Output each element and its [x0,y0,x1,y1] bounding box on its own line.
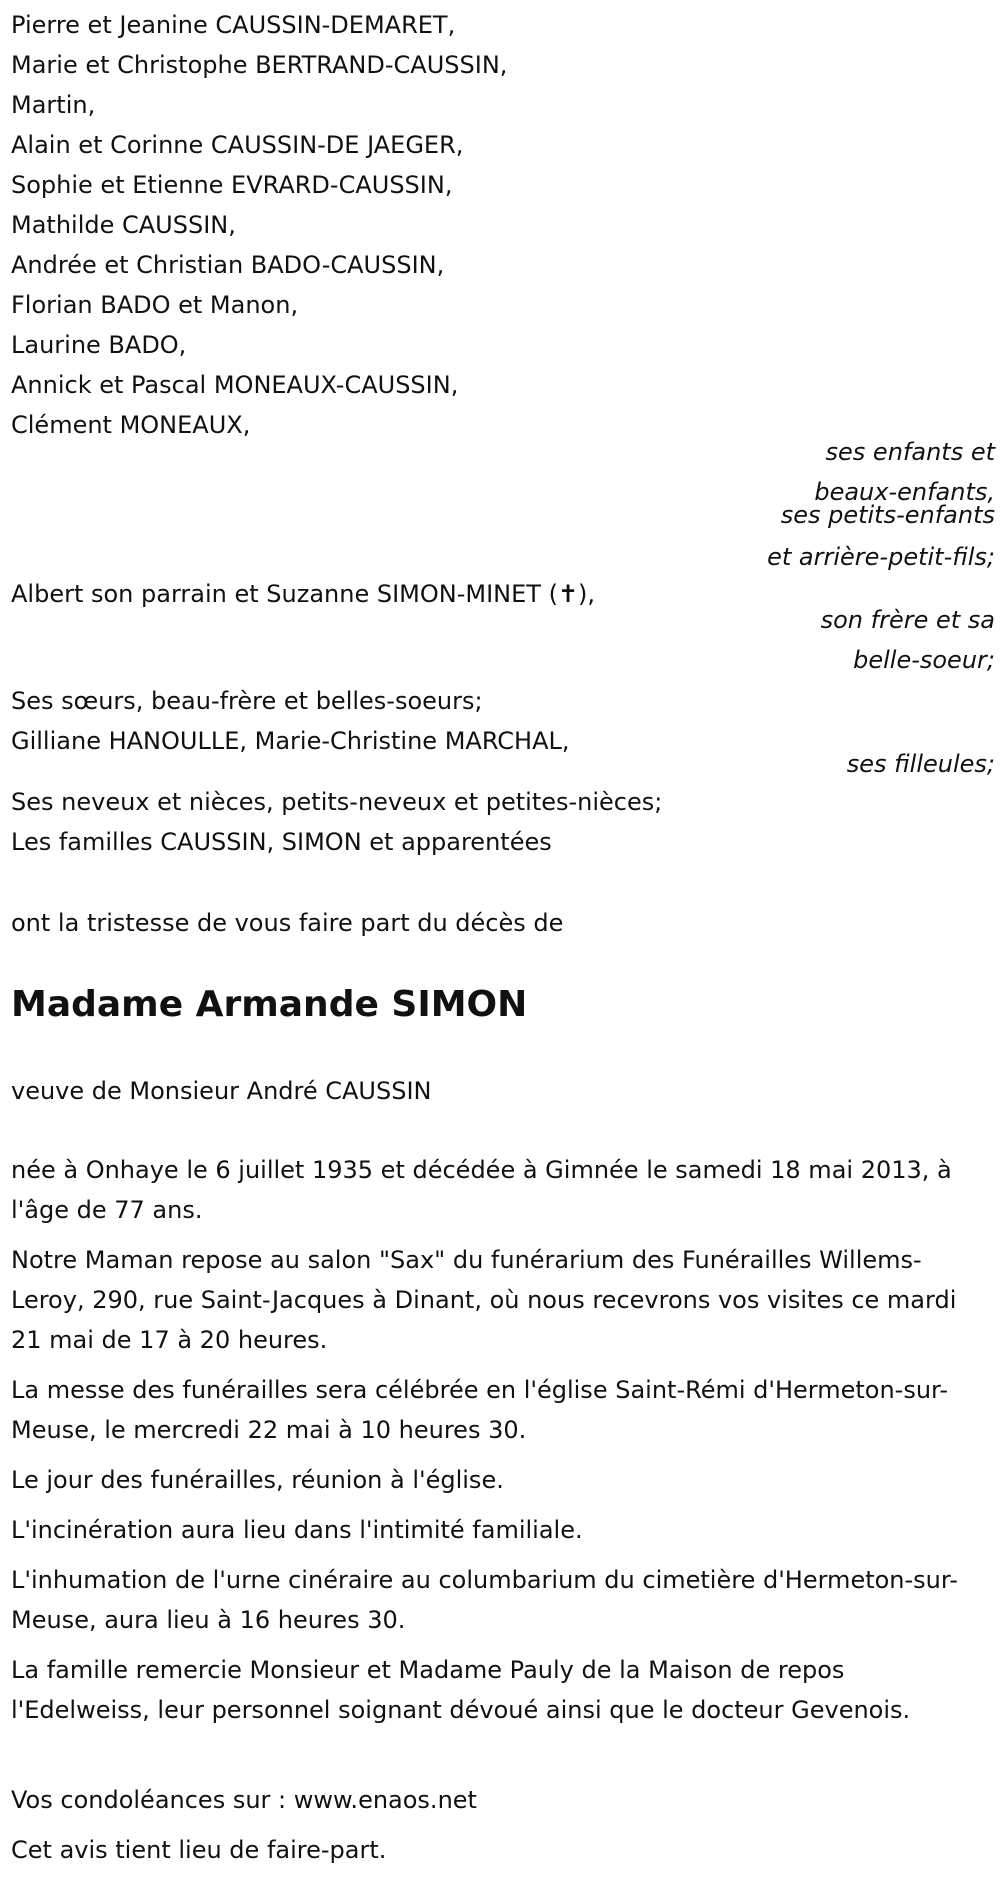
relation-grandchildren: et arrière-petit-fils; [767,543,995,571]
paragraph-mass: La messe des funérailles sera célébrée en l'église Saint-Rémi d'Hermeton-sur-Meuse, le mercredi 22 mai à 10 heures 30. [11,1376,949,1444]
widow-of: veuve de Monsieur André CAUSSIN [11,1077,432,1105]
family-line: Alain et Corinne CAUSSIN-DE JAEGER, [11,131,464,159]
paragraph-cremation: L'incinération aura lieu dans l'intimité familiale. [11,1516,583,1544]
paragraph-burial: L'inhumation de l'urne cinéraire au columbarium du cimetière d'Hermeton-sur-Meuse, aura lieu à 16 heures 30. [11,1566,958,1634]
nephews-line: Ses neveux et nièces, petits-neveux et petites-nièces; [11,788,663,816]
paragraph-birth-death: née à Onhaye le 6 juillet 1935 et décédée à Gimnée le samedi 18 mai 2013, à l'âge de 77 ans. [11,1156,952,1224]
relation-children: ses enfants et [825,438,995,466]
family-line: Martin, [11,91,96,119]
paragraph-meeting: Le jour des funérailles, réunion à l'église. [11,1466,504,1494]
relation-brother: belle-soeur; [853,646,995,674]
relation-grandchildren: ses petits-enfants [780,501,995,529]
family-line: Laurine BADO, [11,331,187,359]
relation-brother: son frère et sa [820,606,995,634]
godfather-line: Albert son parrain et Suzanne SIMON-MINET (✝), [11,580,596,608]
sisters-line: Ses sœurs, beau-frère et belles-soeurs; [11,687,483,715]
family-line: Florian BADO et Manon, [11,291,299,319]
paragraph-thanks: La famille remercie Monsieur et Madame Pauly de la Maison de repos l'Edelweiss, leur personnel soignant dévoué ainsi que le docteur Gevenois. [11,1656,911,1724]
family-line: Sophie et Etienne EVRARD-CAUSSIN, [11,171,453,199]
announcement: ont la tristesse de vous faire part du décès de [11,909,564,937]
family-line: Mathilde CAUSSIN, [11,211,236,239]
families-line: Les familles CAUSSIN, SIMON et apparentées [11,828,552,856]
paragraph-visitation: Notre Maman repose au salon "Sax" du funérarium des Funérailles Willems-Leroy, 290, rue Saint-Jacques à Dinant, où nous recevrons vos visites ce mardi 21 mai de 17 à 20 heures. [11,1246,957,1354]
family-line: Pierre et Jeanine CAUSSIN-DEMARET, [11,11,456,39]
goddaughters-line: Gilliane HANOULLE, Marie-Christine MARCHAL, [11,727,570,755]
family-line: Clément MONEAUX, [11,411,251,439]
family-line: Andrée et Christian BADO-CAUSSIN, [11,251,445,279]
family-line: Annick et Pascal MONEAUX-CAUSSIN, [11,371,459,399]
relation-godchildren: ses filleules; [846,750,995,778]
relation-children: beaux-enfants, [814,478,995,506]
paragraph-condolences: Vos condoléances sur : www.enaos.net [11,1786,477,1814]
paragraph-notice: Cet avis tient lieu de faire-part. [11,1836,387,1864]
family-line: Marie et Christophe BERTRAND-CAUSSIN, [11,51,508,79]
deceased-name: Madame Armande SIMON [11,984,528,1025]
